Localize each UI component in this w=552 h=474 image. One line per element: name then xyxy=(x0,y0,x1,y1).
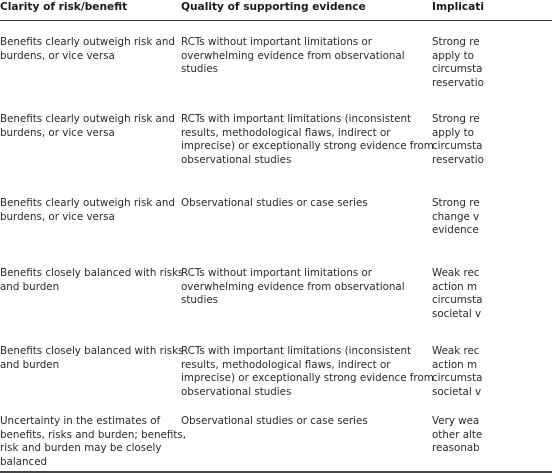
row-2-implication: Strong re apply to circumsta reservatio xyxy=(432,113,484,166)
row-4-implication: Weak rec action m circumsta societal v xyxy=(432,267,483,320)
header-implications: Implicati xyxy=(432,1,484,13)
row-1-implication: Strong re apply to circumsta reservatio xyxy=(432,36,484,89)
row-6-quality: Observational studies or case series xyxy=(181,415,368,427)
header-quality: Quality of supporting evidence xyxy=(181,1,366,13)
row-5-clarity: Benefits closely balanced with risks and burden xyxy=(0,345,184,371)
row-2-clarity: Benefits clearly outweigh risk and burdens, or vice versa xyxy=(0,113,175,139)
row-3-quality: Observational studies or case series xyxy=(181,197,368,209)
row-1-quality: RCTs without important limitations or overwhelming evidence from observational studies xyxy=(181,36,405,76)
row-5-implication: Weak rec action m circumsta societal v xyxy=(432,345,483,398)
row-6-clarity: Uncertainty in the estimates of benefits, risks and burden; benefits, risk and burden may be closely balanced xyxy=(0,415,187,468)
table-bottom-rule xyxy=(0,471,552,473)
row-3-clarity: Benefits clearly outweigh risk and burdens, or vice versa xyxy=(0,197,175,223)
row-6-implication: Very wea other alte reasonab xyxy=(432,415,483,455)
row-3-implication: Strong re change v evidence xyxy=(432,197,480,237)
header-rule xyxy=(0,20,552,21)
row-5-quality: RCTs with important limitations (inconsistent results, methodological flaws, indirect or imprecise) or exceptionally strong evidence from observational studies xyxy=(181,345,434,398)
row-4-quality: RCTs without important limitations or overwhelming evidence from observational studies xyxy=(181,267,405,307)
row-2-quality: RCTs with important limitations (inconsistent results, methodological flaws, indirect or imprecise) or exceptionally strong evidence from observational studies xyxy=(181,113,434,166)
row-1-clarity: Benefits clearly outweigh risk and burdens, or vice versa xyxy=(0,36,175,62)
row-4-clarity: Benefits closely balanced with risks and burden xyxy=(0,267,184,293)
header-clarity: Clarity of risk/benefit xyxy=(0,1,128,13)
